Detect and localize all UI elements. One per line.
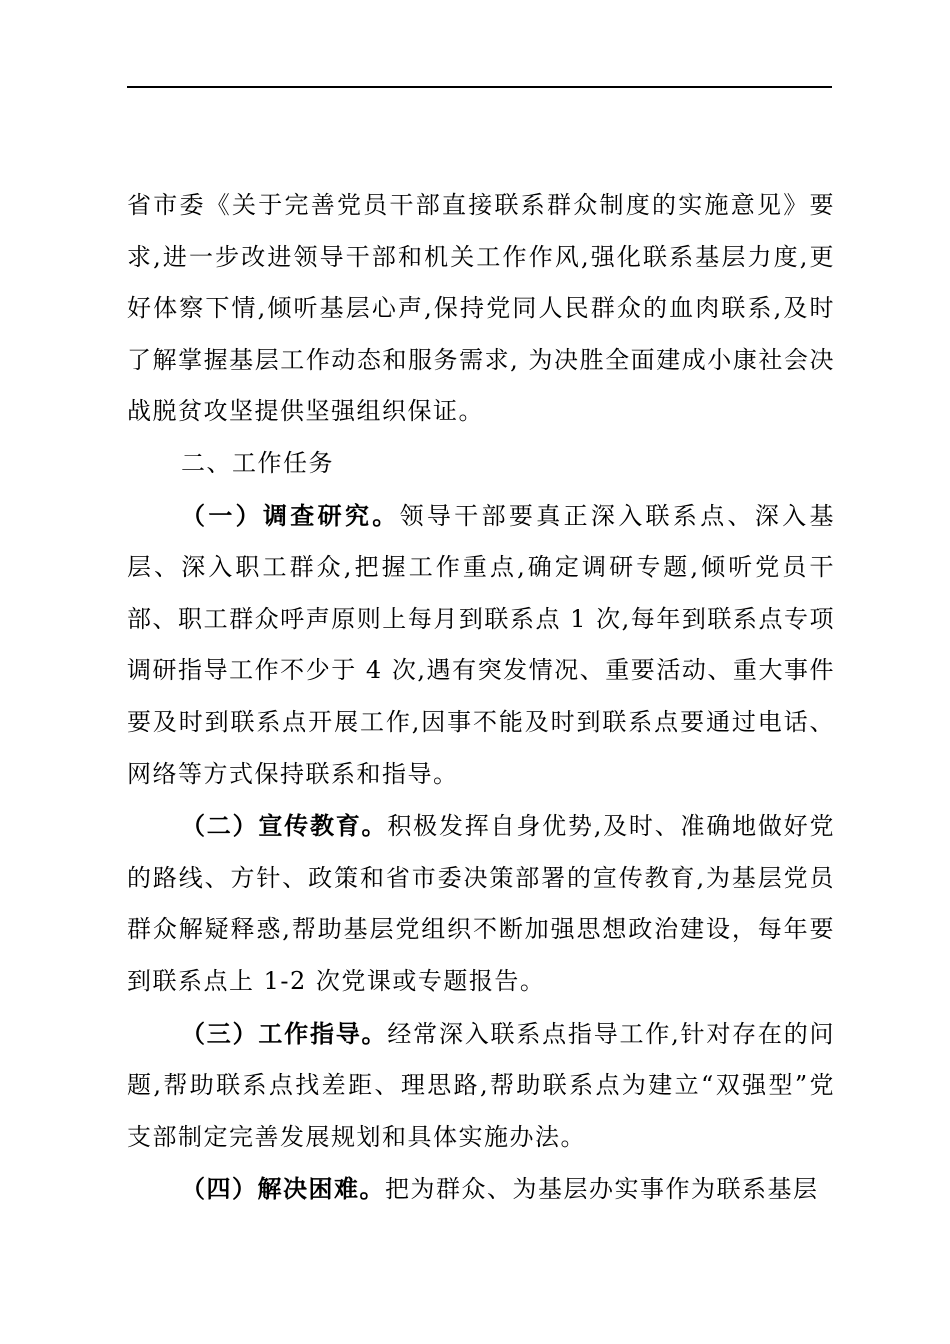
section-heading: 二、工作任务 <box>181 448 334 477</box>
item-paragraph-2 <box>127 800 835 1007</box>
item-text-4: 把为群众、为基层办实事作为联系基层 <box>385 1175 819 1204</box>
intro-paragraph: 省市委《关于完善党员干部直接联系群众制度的实施意见》要求,进一步改进领导干部和机关工作作风,强化联系基层力度,更好体察下情,倾听基层心声,保持党同人民群众的血肉联系,及时了解掌握基层工作动态和服务需求, 为决胜全面建成小康社会决战脱贫攻坚提供坚强组织保证。 <box>127 191 835 426</box>
item-paragraph-3 <box>127 1008 835 1164</box>
item-lead-1: （一）调查研究。 <box>181 500 400 530</box>
document-body <box>127 180 835 1216</box>
item-text-2: 积极发挥自身优势,及时、准确地做好党的路线、方针、政策和省市委决策部署的宣传教育,为基层党员群众解疑释惑,帮助基层党组织不断加强思想政治建设，每年要到联系点上 1-2 次党课或专题报告。 <box>127 812 835 995</box>
item-lead-4: （四）解决困难。 <box>181 1174 385 1204</box>
item-lead-2: （二）宣传教育。 <box>181 811 388 841</box>
item-text-1: 领导干部要真正深入联系点、深入基层、深入职工群众,把握工作重点,确定调研专题,倾听党员干部、职工群众呼声原则上每月到联系点 1 次,每年到联系点专项调研指导工作不少于 4 次,遇有突发情况、重要活动、重大事件要及时到联系点开展工作,因事不能及时到联系点要通过电话、网络等方式保持联系和指导。 <box>127 501 835 788</box>
item-text-3: 经常深入联系点指导工作,针对存在的问题,帮助联系点找差距、理思路,帮助联系点为建立“双强型”党支部制定完善发展规划和具体实施办法。 <box>127 1019 835 1151</box>
header-rule <box>127 86 832 88</box>
item-lead-3: （三）工作指导。 <box>181 1018 388 1048</box>
item-paragraph-4 <box>127 1163 835 1216</box>
item-paragraph-1 <box>127 490 835 801</box>
